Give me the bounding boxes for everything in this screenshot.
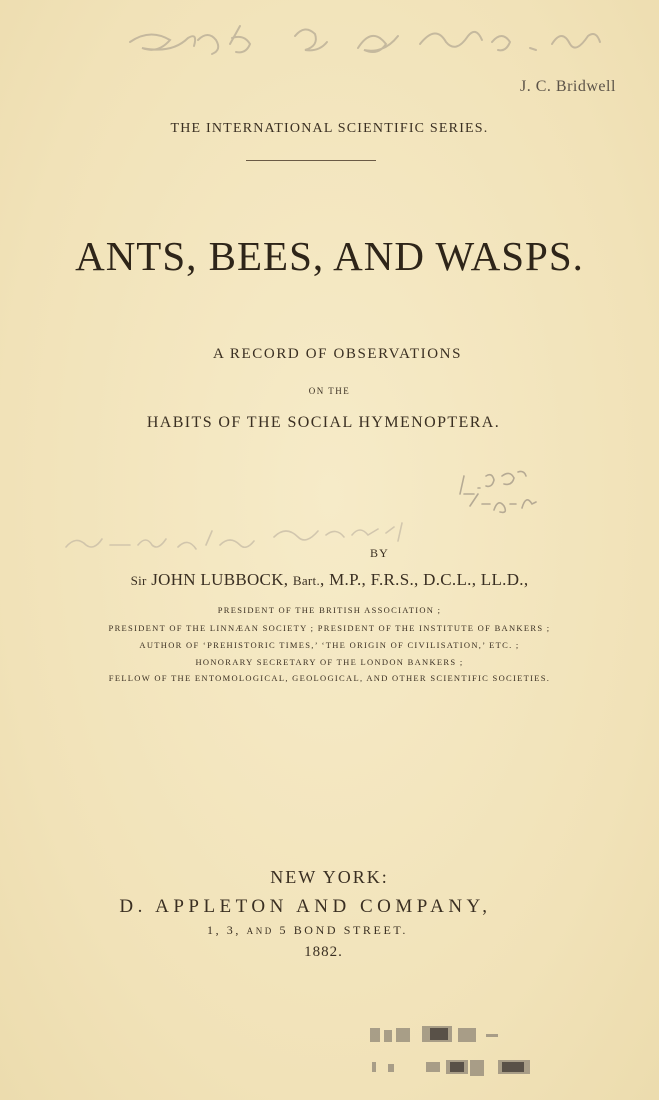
affiliation-line-4: HONORARY SECRETARY OF THE LONDON BANKERS ;: [195, 657, 464, 667]
address-numbers: 1, 3,: [206, 923, 247, 937]
book-title: ANTS, BEES, AND WASPS.: [75, 233, 584, 279]
pencil-catalogue-note: [448, 458, 558, 518]
imprint-address: [0, 923, 637, 938]
address-and: AND: [246, 926, 274, 936]
affiliation-line-3: AUTHOR OF ‘PREHISTORIC TIMES,’ ‘THE ORIGIN OF CIVILISATION,’ ETC. ;: [139, 640, 520, 650]
imprint-year: 1882.: [304, 944, 343, 960]
byline-by: BY: [369, 546, 390, 560]
address-street: 5 BOND STREET.: [273, 923, 409, 937]
author-bart: Bart.: [292, 573, 321, 588]
pencil-inscription-scribble: [120, 14, 640, 74]
author-degrees: , M.P., F.R.S., D.C.L., LL.D.,: [320, 570, 529, 589]
imprint-publisher: D. APPLETON AND COMPANY,: [119, 896, 492, 917]
divider-rule: [246, 160, 376, 161]
subtitle-line-2: ON THE: [308, 386, 351, 396]
affiliation-line-2: PRESIDENT OF THE LINNÆAN SOCIETY ; PRESIDENT OF THE INSTITUTE OF BANKERS ;: [108, 623, 551, 633]
library-stamp: [366, 1022, 566, 1086]
subtitle-line-1: A RECORD OF OBSERVATIONS: [212, 346, 463, 362]
series-title: THE INTERNATIONAL SCIENTIFIC SERIES.: [170, 121, 489, 136]
author-name: JOHN LUBBOCK,: [146, 570, 293, 589]
affiliation-line-1: PRESIDENT OF THE BRITISH ASSOCIATION ;: [217, 605, 442, 615]
imprint-city: NEW YORK:: [270, 867, 389, 887]
author-line: [0, 570, 659, 590]
subtitle-line-3: HABITS OF THE SOCIAL HYMENOPTERA.: [146, 414, 501, 431]
affiliation-line-5: FELLOW OF THE ENTOMOLOGICAL, GEOLOGICAL, AND OTHER SCIENTIFIC SOCIETIES.: [108, 673, 551, 683]
author-title-prefix: Sir: [130, 573, 147, 588]
owner-name-stamp: J. C. Bridwell: [520, 78, 616, 95]
